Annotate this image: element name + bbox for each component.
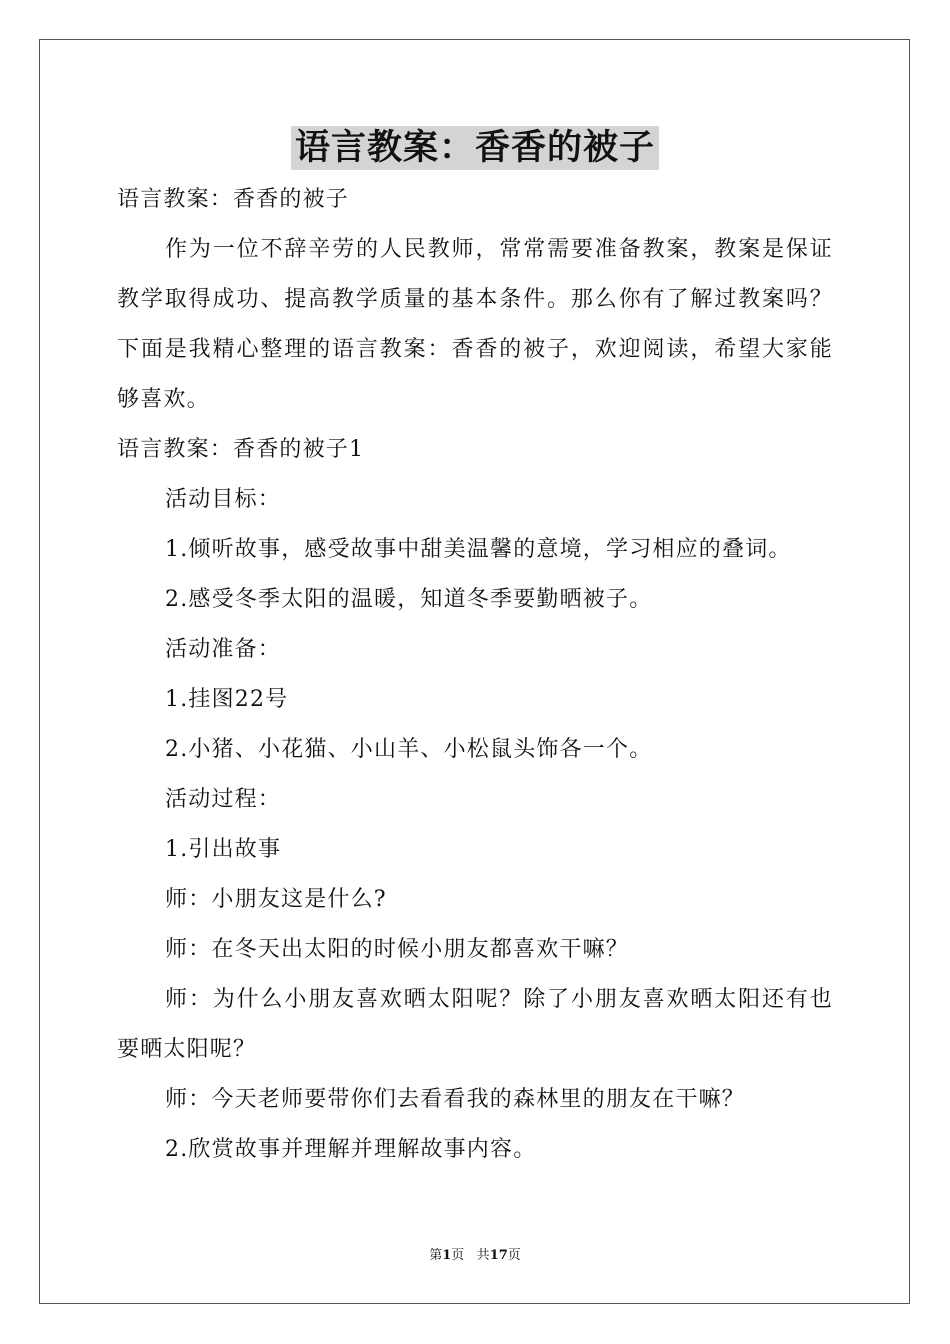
paragraph: 语言教案：香香的被子: [117, 187, 350, 212]
paragraph: 2.小猪、小花猫、小山羊、小松鼠头饰各一个。: [165, 737, 653, 762]
paragraph: 2.感受冬季太阳的温暖，知道冬季要勤晒被子。: [165, 587, 653, 612]
paragraph: 活动准备：: [165, 637, 282, 662]
paragraph: 1.挂图22号: [165, 687, 289, 712]
paragraph: 2.欣赏故事并理解并理解故事内容。: [165, 1137, 537, 1162]
footer-current-page: 1: [442, 1248, 452, 1263]
page-footer: [0, 1247, 950, 1265]
paragraph: 1.引出故事: [165, 837, 282, 862]
footer-page-unit: 页: [451, 1248, 465, 1263]
paragraph: 作为一位不辞辛劳的人民教师，常常需要准备教案，教案是保证教学取得成功、提高教学质量的基本条件。那么你有了解过教案吗？下面是我精心整理的语言教案：香香的被子，欢迎阅读，希望大家能够喜欢。: [117, 237, 833, 412]
paragraph: 1.倾听故事，感受故事中甜美温馨的意境，学习相应的叠词。: [165, 537, 792, 562]
paragraph: 师：今天老师要带你们去看看我的森林里的朋友在干嘛？: [165, 1087, 746, 1112]
footer-total-pages: 17: [489, 1248, 508, 1263]
title-container: [0, 126, 950, 170]
paragraph: 活动过程：: [165, 787, 282, 812]
paragraph: 语言教案：香香的被子1: [117, 437, 365, 462]
paragraph: 师：在冬天出太阳的时候小朋友都喜欢干嘛？: [165, 937, 630, 962]
document-body: [117, 175, 833, 1175]
document-title: 语言教案：香香的被子: [291, 126, 659, 170]
paragraph: 师：小朋友这是什么?: [165, 887, 387, 912]
footer-total-prefix: 共: [476, 1248, 490, 1263]
footer-total-unit: 页: [507, 1248, 521, 1263]
footer-prefix: 第: [429, 1248, 443, 1263]
paragraph: 活动目标：: [165, 487, 282, 512]
paragraph: 师：为什么小朋友喜欢晒太阳呢？除了小朋友喜欢晒太阳还有也要晒太阳呢？: [117, 987, 833, 1062]
